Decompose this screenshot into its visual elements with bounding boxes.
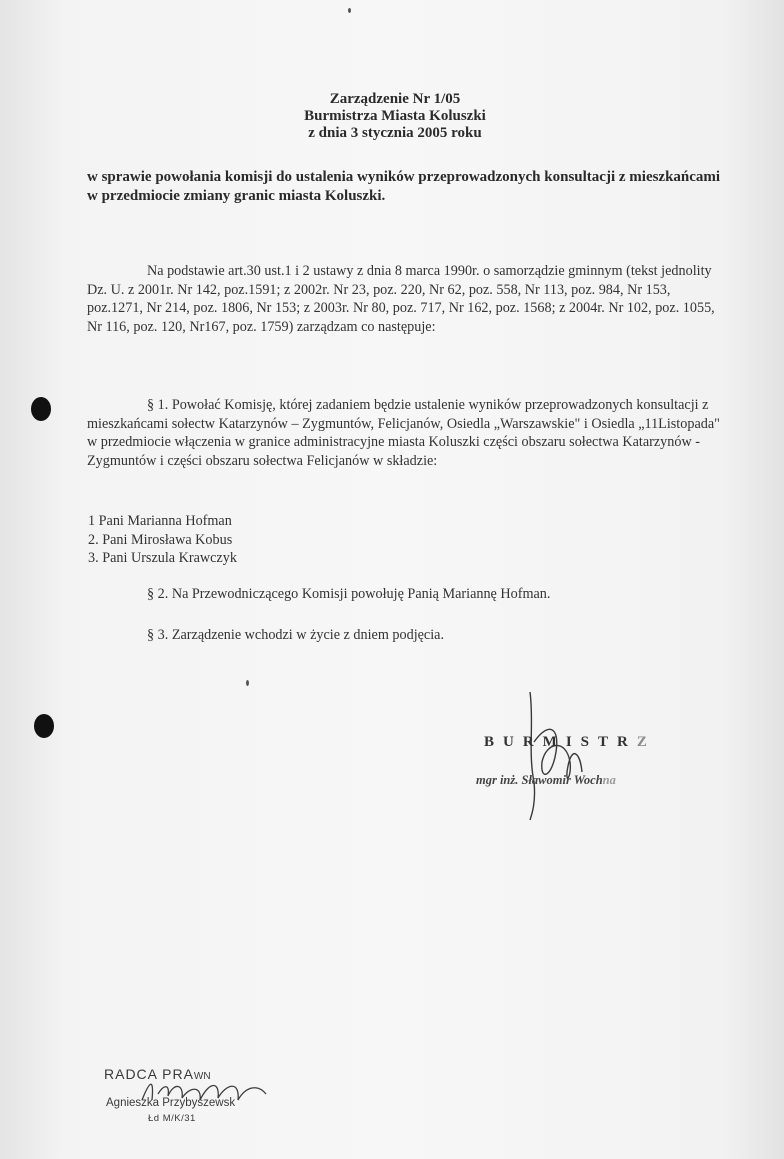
signatory-name bbox=[476, 773, 616, 788]
issuing-authority: Burmistrza Miasta Koluszki bbox=[304, 108, 486, 124]
issue-date: z dnia 3 stycznia 2005 roku bbox=[308, 125, 482, 141]
stamp-registration: Łd M/K/31 bbox=[148, 1113, 196, 1124]
stamp-name: Agnieszka Przybyszewsk bbox=[106, 1097, 236, 1109]
signatory-name-faded: na bbox=[602, 773, 616, 787]
commission-members-list bbox=[88, 512, 237, 568]
stamp-title-tail: WN bbox=[193, 1071, 211, 1082]
scan-speck bbox=[246, 680, 249, 686]
legal-basis-paragraph: Na podstawie art.30 ust.1 i 2 ustawy z dnia 8 marca 1990r. o samorządzie gminnym (tekst jednolity Dz. U. z 2001r. Nr 142, poz.1591; z 2002r. Nr 23, poz. 220, Nr 62, poz. 558, Nr 113, poz. 984, Nr 153, poz.1271, Nr 214, poz. 1806, Nr 153; z 2003r. Nr 80, poz. 717, Nr 162, poz. 1568; z 2004r. Nr 102, poz. 1055, Nr 116, poz. 120, Nr167, poz. 1759) zarządzam co następuje: bbox=[87, 263, 715, 335]
stamp-title-text: RADCA PRA bbox=[104, 1066, 194, 1082]
paragraph-3: § 3. Zarządzenie wchodzi w życie z dniem podjęcia. bbox=[147, 627, 445, 643]
handwritten-signature bbox=[520, 682, 590, 822]
punch-hole bbox=[31, 397, 51, 421]
signatory-title bbox=[484, 734, 656, 751]
list-item: 2. Pani Mirosława Kobus bbox=[88, 531, 233, 548]
signatory-name-text: mgr inż. Sławomir Woch bbox=[476, 773, 603, 787]
list-item: 3. Pani Urszula Krawczyk bbox=[88, 550, 237, 567]
signatory-title-faded: Z bbox=[636, 734, 656, 750]
paragraph-2: § 2. Na Przewodniczącego Komisji powołuję Panią Mariannę Hofman. bbox=[147, 586, 551, 602]
punch-hole bbox=[34, 714, 54, 738]
ordinance-number: Zarządzenie Nr 1/05 bbox=[329, 91, 461, 107]
list-item: 1 Pani Marianna Hofman bbox=[88, 513, 232, 529]
scan-speck bbox=[348, 8, 351, 13]
document-header bbox=[200, 91, 590, 142]
document-subject: w sprawie powołania komisji do ustalenia wyników przeprowadzonych konsultacji z mieszkańcami w przedmiocie zmiany granic miasta Koluszki. bbox=[87, 169, 721, 204]
signatory-title-text: BURMISTR bbox=[484, 734, 637, 750]
paragraph-1: § 1. Powołać Komisję, której zadaniem będzie ustalenie wyników przeprowadzonych konsultacji z mieszkańcami sołectw Katarzynów – Zygmuntów, Felicjanów, Osiedla „Warszawskie" i Osiedla „11Listopada" w przedmiocie włączenia w granice administracyjne miasta Koluszki części obszaru sołectwa Katarzynów - Zygmuntów i części obszaru sołectwa Felicjanów w składzie: bbox=[87, 397, 720, 469]
legal-advisor-stamp bbox=[100, 1066, 270, 1136]
